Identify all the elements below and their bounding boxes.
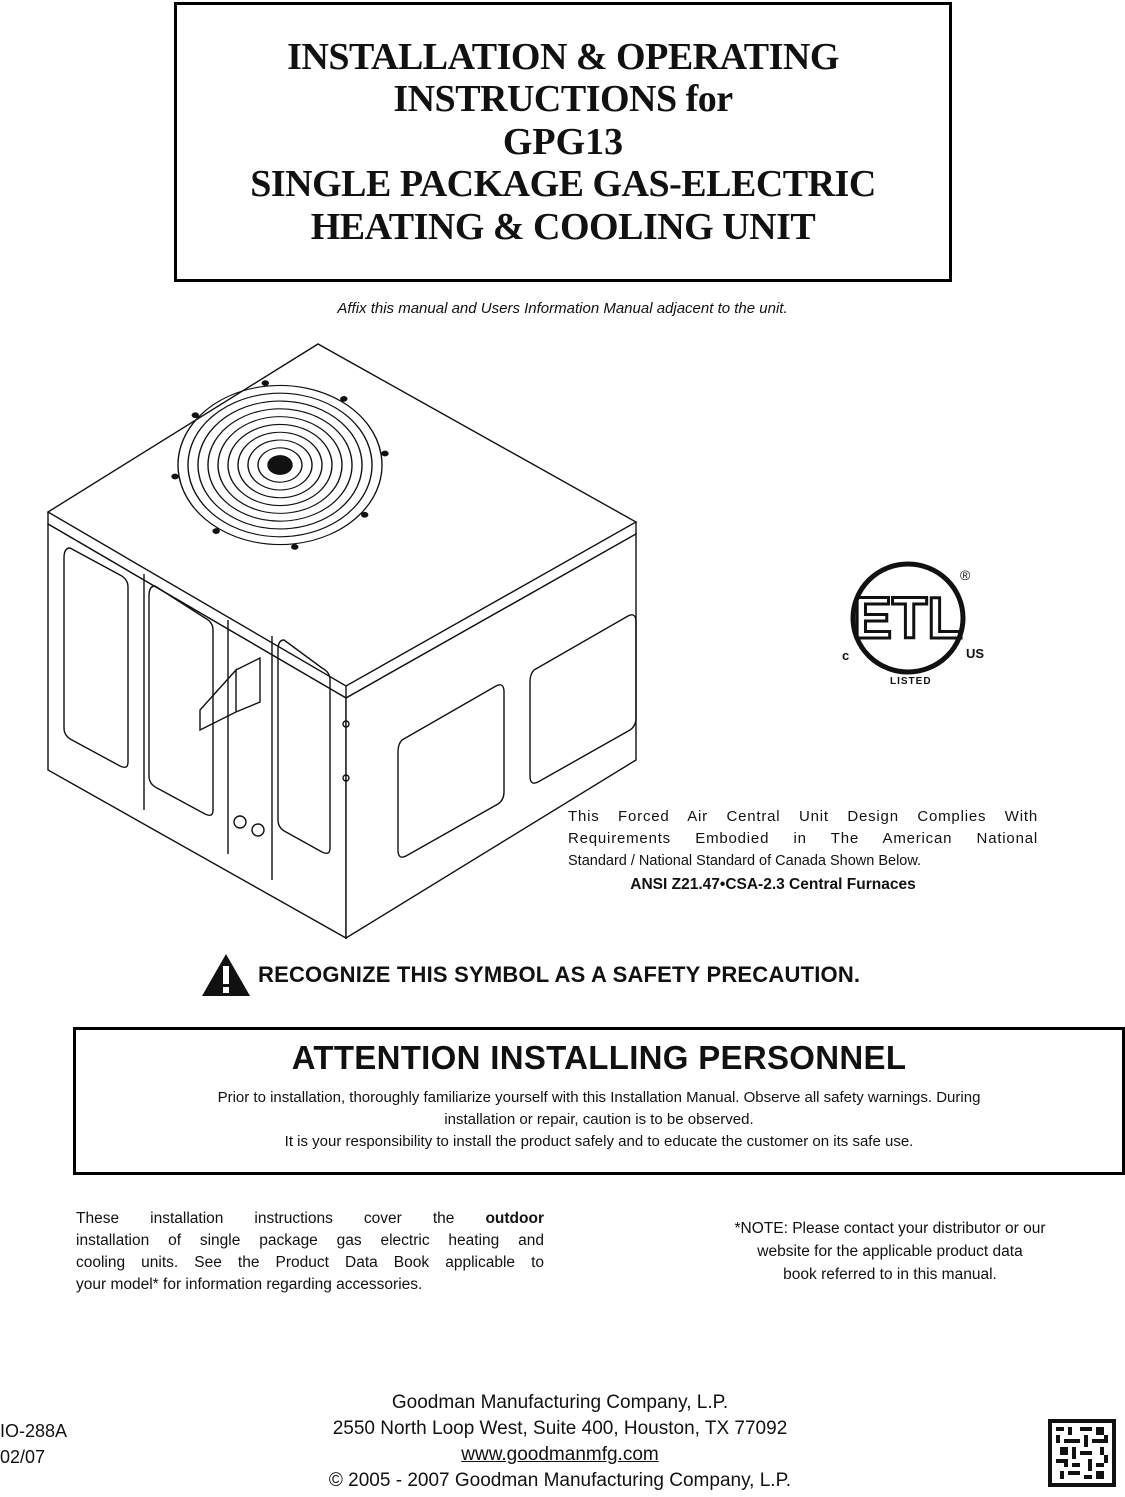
model-number: GPG13 (502, 120, 624, 163)
attention-line-2: installation or repair, caution is to be observed. (444, 1111, 754, 1128)
safety-symbol-row (200, 952, 860, 998)
title-line-2: INSTRUCTIONS for (393, 78, 733, 121)
note-line-3: book referred to in this manual. (783, 1266, 997, 1283)
intro-line-3: cooling units. See the Product Data Book applicable to (76, 1254, 544, 1271)
intro-line-1 (76, 1208, 544, 1230)
etl-right-label: US (966, 646, 985, 661)
etl-listed-label: LISTED (890, 676, 932, 687)
company-website-link[interactable]: www.goodmanmfg.com (461, 1444, 659, 1465)
affix-note: Affix this manual and Users Information Manual adjacent to the unit. (337, 300, 788, 317)
compliance-line-3: Standard / National Standard of Canada Shown Below. (568, 853, 922, 869)
etl-left-label: c (842, 648, 850, 663)
product-data-note (690, 1217, 1090, 1286)
attention-line-1: Prior to installation, thoroughly familiarize yourself with this Installation Manual. Observe all safety warnings. During (217, 1089, 981, 1106)
title-line-5: HEATING & COOLING UNIT (310, 205, 816, 248)
note-line-2: website for the applicable product data (757, 1243, 1023, 1260)
compliance-line-2: Requirements Embodied in The American National (568, 830, 1038, 847)
compliance-line-1: This Forced Air Central Unit Design Complies With (568, 808, 1038, 825)
ansi-standard: ANSI Z21.47•CSA-2.3 Central Furnaces (630, 876, 916, 893)
intro-outdoor-emphasis: outdoor (485, 1210, 544, 1227)
unit-illustration (40, 340, 640, 940)
attention-title: ATTENTION INSTALLING PERSONNEL (291, 1039, 907, 1076)
title-line-1: INSTALLATION & OPERATING (287, 35, 839, 78)
document-code (0, 1418, 67, 1470)
safety-precaution-text: RECOGNIZE THIS SYMBOL AS A SAFETY PRECAUTION. (258, 962, 861, 987)
attention-box (73, 1027, 1125, 1175)
attention-line-3: It is your responsibility to install the product safely and to educate the customer on its safe use. (284, 1133, 914, 1150)
registered-mark: ® (960, 567, 971, 583)
company-address: 2550 North Loop West, Suite 400, Houston, TX 77092 (332, 1418, 788, 1439)
company-info (240, 1390, 880, 1494)
intro-line-4: your model* for information regarding accessories. (76, 1276, 423, 1293)
etl-listed-mark (830, 560, 1000, 690)
doc-date: 02/07 (0, 1447, 46, 1467)
title-box (174, 2, 952, 282)
company-name: Goodman Manufacturing Company, L.P. (391, 1392, 729, 1413)
doc-number: IO-288A (0, 1421, 68, 1441)
compliance-statement (568, 806, 1038, 896)
copyright: © 2005 - 2007 Goodman Manufacturing Company, L.P. (328, 1470, 792, 1491)
intro-line-1-text: These installation instructions cover the (76, 1210, 486, 1227)
intro-paragraph (76, 1208, 544, 1296)
title-line-4: SINGLE PACKAGE GAS-ELECTRIC (250, 163, 876, 206)
etl-letters: ETL (853, 586, 963, 651)
warning-triangle-icon (200, 952, 252, 998)
attention-body (106, 1087, 1092, 1153)
qr-code-image (1048, 1419, 1116, 1487)
intro-line-2: installation of single package gas electric heating and (76, 1232, 544, 1249)
note-line-1: *NOTE: Please contact your distributor or our (734, 1220, 1046, 1237)
